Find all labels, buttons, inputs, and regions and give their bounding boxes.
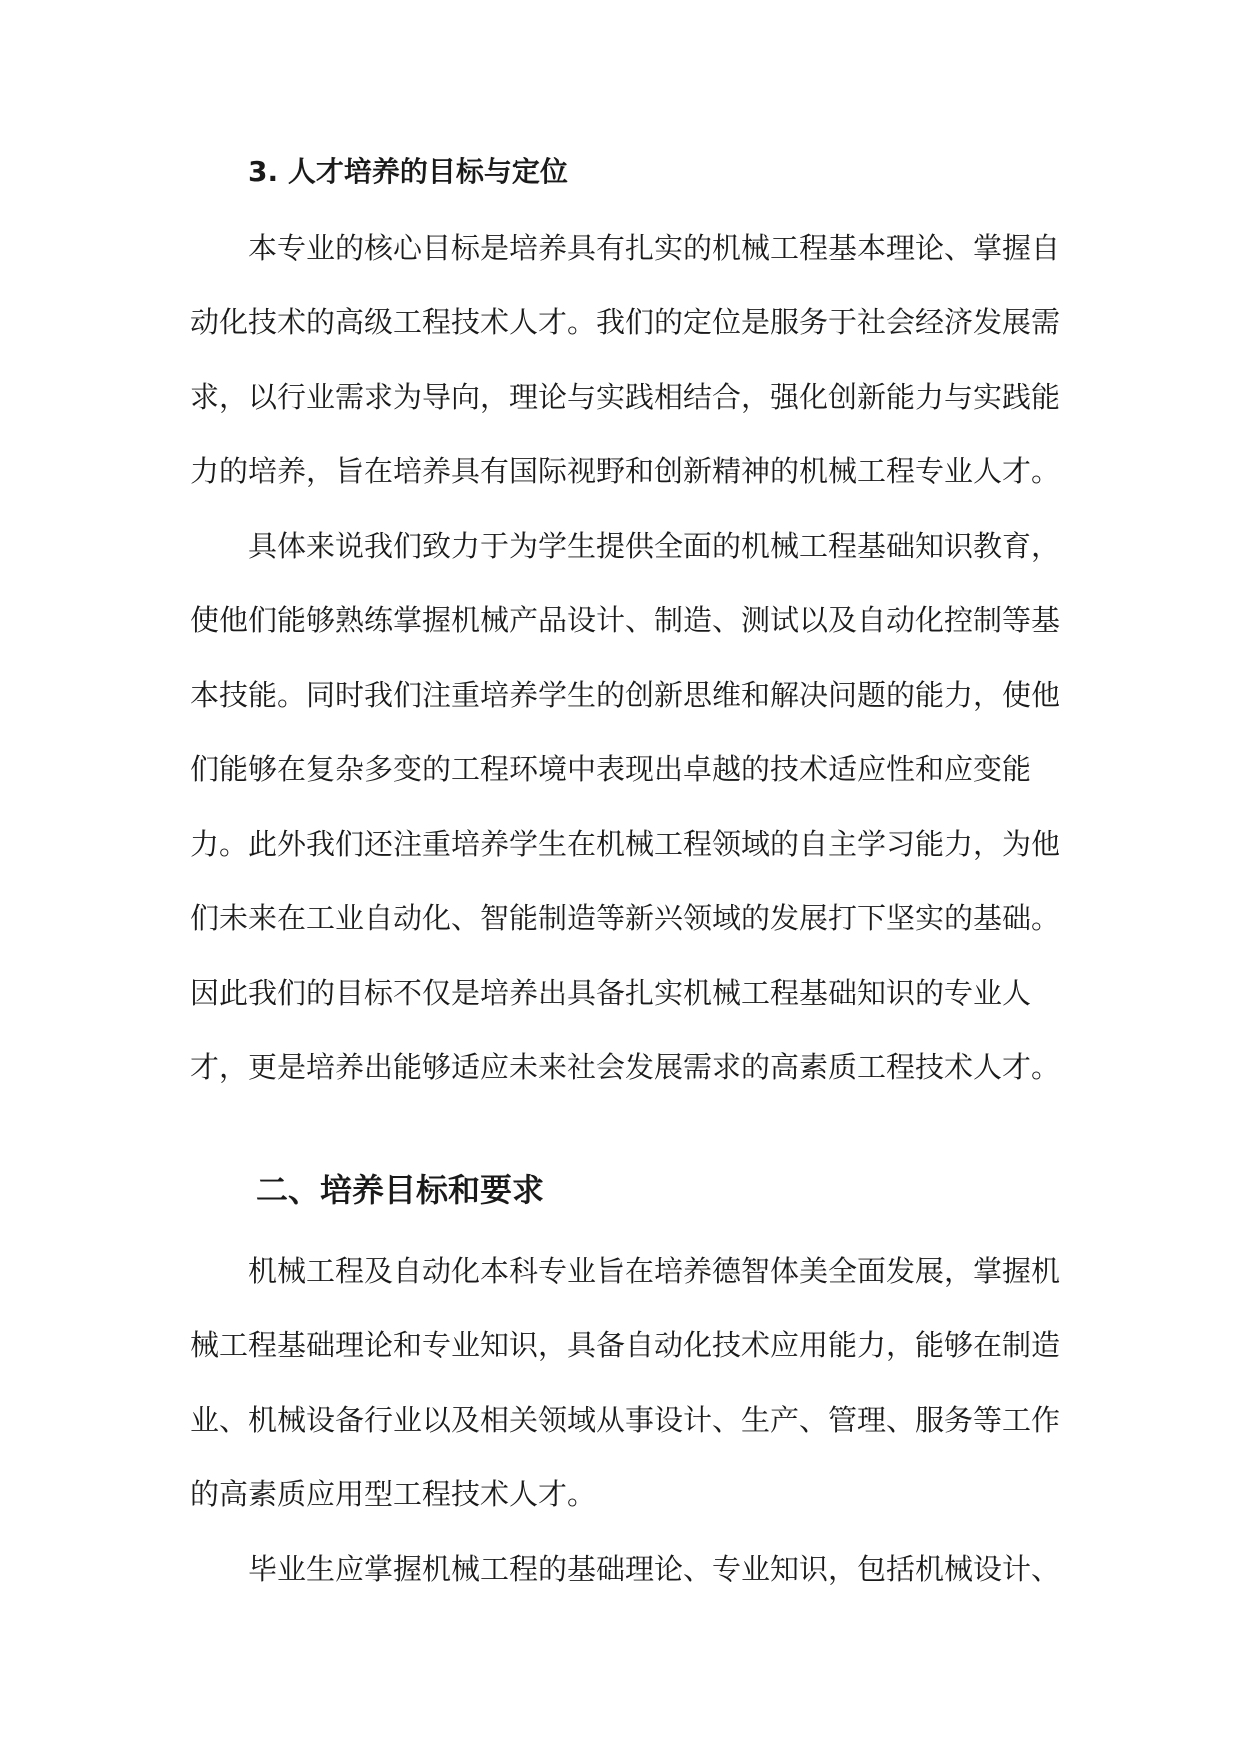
text-line: 本专业的核心目标是培养具有扎实的机械工程基本理论、掌握自 — [248, 231, 1061, 265]
section-heading-3: 3. 人才培养的目标与定位 — [248, 155, 568, 188]
text-line: 毕业生应掌握机械工程的基础理论、专业知识，包括机械设计、 — [248, 1552, 1061, 1586]
text-line: 因此我们的目标不仅是培养出具备扎实机械工程基础知识的专业人 — [190, 976, 1032, 1010]
text-line: 使他们能够熟练掌握机械产品设计、制造、测试以及自动化控制等基 — [190, 603, 1061, 637]
text-line: 机械工程及自动化本科专业旨在培养德智体美全面发展，掌握机 — [248, 1254, 1061, 1288]
text-line: 动化技术的高级工程技术人才。我们的定位是服务于社会经济发展需 — [190, 305, 1061, 339]
text-line: 求，以行业需求为导向，理论与实践相结合，强化创新能力与实践能 — [190, 380, 1061, 414]
text-line: 本技能。同时我们注重培养学生的创新思维和解决问题的能力，使他 — [190, 678, 1061, 712]
text-line: 械工程基础理论和专业知识，具备自动化技术应用能力，能够在制造 — [190, 1328, 1061, 1362]
text-line: 力的培养，旨在培养具有国际视野和创新精神的机械工程专业人才。 — [190, 454, 1061, 488]
section-heading-2: 二、培养目标和要求 — [256, 1171, 545, 1209]
text-line: 的高素质应用型工程技术人才。 — [190, 1477, 597, 1511]
text-line: 业、机械设备行业以及相关领域从事设计、生产、管理、服务等工作 — [190, 1403, 1061, 1437]
text-line: 力。此外我们还注重培养学生在机械工程领域的自主学习能力，为他 — [190, 827, 1061, 861]
text-line: 们能够在复杂多变的工程环境中表现出卓越的技术适应性和应变能 — [190, 752, 1032, 786]
text-line: 才，更是培养出能够适应未来社会发展需求的高素质工程技术人才。 — [190, 1050, 1061, 1084]
text-line: 具体来说我们致力于为学生提供全面的机械工程基础知识教育， — [248, 529, 1061, 563]
text-line: 们未来在工业自动化、智能制造等新兴领域的发展打下坚实的基础。 — [190, 901, 1061, 935]
